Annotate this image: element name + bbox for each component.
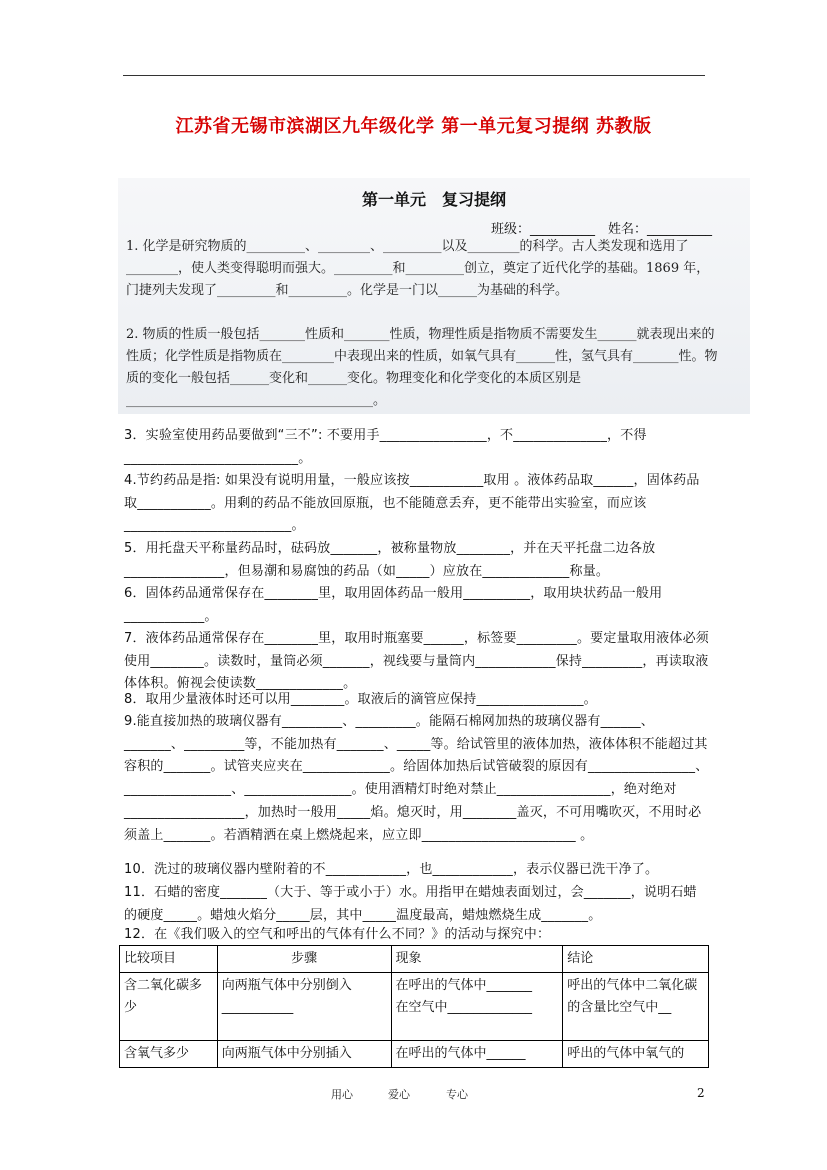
table-cell: 呼出的气体中二氧化碳的含量比空气中__ xyxy=(563,973,709,1041)
document-title: 江苏省无锡市滨湖区九年级化学 第一单元复习提纲 苏教版 xyxy=(175,116,652,137)
question-6: 6．固体药品通常保存在________里，取用固体药品一般用__________，取用块状药品一般用____________。 xyxy=(124,586,663,624)
outline-question-1: 1. 化学是研究物质的_________、________、_________以及________的科学。古人类发现和选用了________，使人类变得聪明而强大。_________和_________创立，奠定了近代化学的基础。1869 年，门捷列夫发现了_________和_________。化学是一门以______为基础的科学。 xyxy=(126,239,710,298)
question-5: 5．用托盘天平称量药品时，砝码放_______，被称量物放________，并在天平托盘二边各放_______________，但易潮和易腐蚀的药品（如_____）应放在_____________称量。 xyxy=(124,541,656,579)
header-rule xyxy=(123,75,705,76)
question-11: 11．石蜡的密度_______（大于、等于或小于）水。用指甲在蜡烛表面划过，会_______，说明石蜡的硬度_____。蜡烛火焰分_____层，其中_____温度最高，蜡烛燃烧生成_______。 xyxy=(124,885,697,923)
table-row xyxy=(120,973,709,1041)
question-8: 8．取用少量液体时还可以用________。取液后的滴管应保持________________。 xyxy=(124,692,597,707)
table-cell: 向两瓶气体中分别插入 xyxy=(217,1041,391,1068)
table-header-cell: 步骤 xyxy=(217,946,391,973)
question-10: 10．洗过的玻璃仪器内壁附着的不____________，也____________，表示仪器已洗干净了。 xyxy=(124,862,659,877)
question-12: 12．在《我们吸入的空气和呼出的气体有什么不同？》的活动与探究中： xyxy=(124,927,551,942)
table-cell: 向两瓶气体中分别倒入___________ xyxy=(217,973,391,1041)
table-header-cell: 结论 xyxy=(563,946,709,973)
question-7: 7．液体药品通常保存在________里，取用时瓶塞要______，标签要_________。要定量取用液体必须使用________。读数时，量筒必须_______，视线要与量筒内____________保持_________，再读取液体体积。俯视会使读数_____________。 xyxy=(124,631,709,692)
table-cell: 含二氧化碳多少 xyxy=(120,973,218,1041)
outline-question-2: 2. 物质的性质一般包括_______性质和_______性质，物理性质是指物质不需要发生______就表现出来的性质；化学性质是指物质在________中表现出来的性质，如氧气具有______性，氢气具有_______性。物质的变化一般包括______变化和______变化。物理变化和化学变化的本质区别是______________________________________。 xyxy=(126,327,718,408)
question-3: 3．实验室使用药品要做到“三不”: 不要用手________________，不______________，不得__________________________。 xyxy=(124,428,647,466)
table-cell: 含氧气多少 xyxy=(120,1041,218,1068)
table-header-row xyxy=(120,946,709,973)
footer-item: 用心 xyxy=(331,1088,353,1101)
outline-heading: 第一单元 复习提纲 xyxy=(361,190,506,209)
question-4: 4.节约药品是指: 如果没有说明用量，一般应该按___________取用 。液体药品取______，固体药品取___________。用剩的药品不能放回原瓶，也不能随意丢弃，更不能带出实验室，而应该_________________________。 xyxy=(124,473,700,534)
table-header-cell: 比较项目 xyxy=(120,946,218,973)
footer-item: 专心 xyxy=(446,1088,468,1101)
table-row xyxy=(120,1041,709,1068)
table-cell: 在呼出的气体中_______ 在空气中_____________ xyxy=(391,973,563,1041)
table-cell: 在呼出的气体中______ xyxy=(391,1041,563,1068)
footer-item: 爱心 xyxy=(388,1088,410,1101)
class-name-line: 班级：__________ 姓名：__________ xyxy=(490,222,712,237)
question-9: 9.能直接加热的玻璃仪器有_________、_________。能隔石棉网加热的玻璃仪器有______、_______、_________等，不能加热有_______、_____等。给试管里的液体加热，液体体积不能超过其容积的_______。试管夹应夹在_____________。给固体加热后试管破裂的原因有________________、________________、________________。使用酒精灯时绝对禁止_________________，绝对绝对__________________，加热时一般用_____焰。熄灭时，用________盖灭，不可用嘴吹灭，不用时必须盖上_______。若酒精洒在桌上燃烧起来，应立即_______________________ 。 xyxy=(124,714,709,843)
table-header-cell: 现象 xyxy=(391,946,563,973)
scanned-outline-image xyxy=(118,178,750,414)
comparison-table xyxy=(119,945,709,1068)
table-cell: 呼出的气体中氧气的 xyxy=(563,1041,709,1068)
page-number: 2 xyxy=(697,1086,705,1100)
